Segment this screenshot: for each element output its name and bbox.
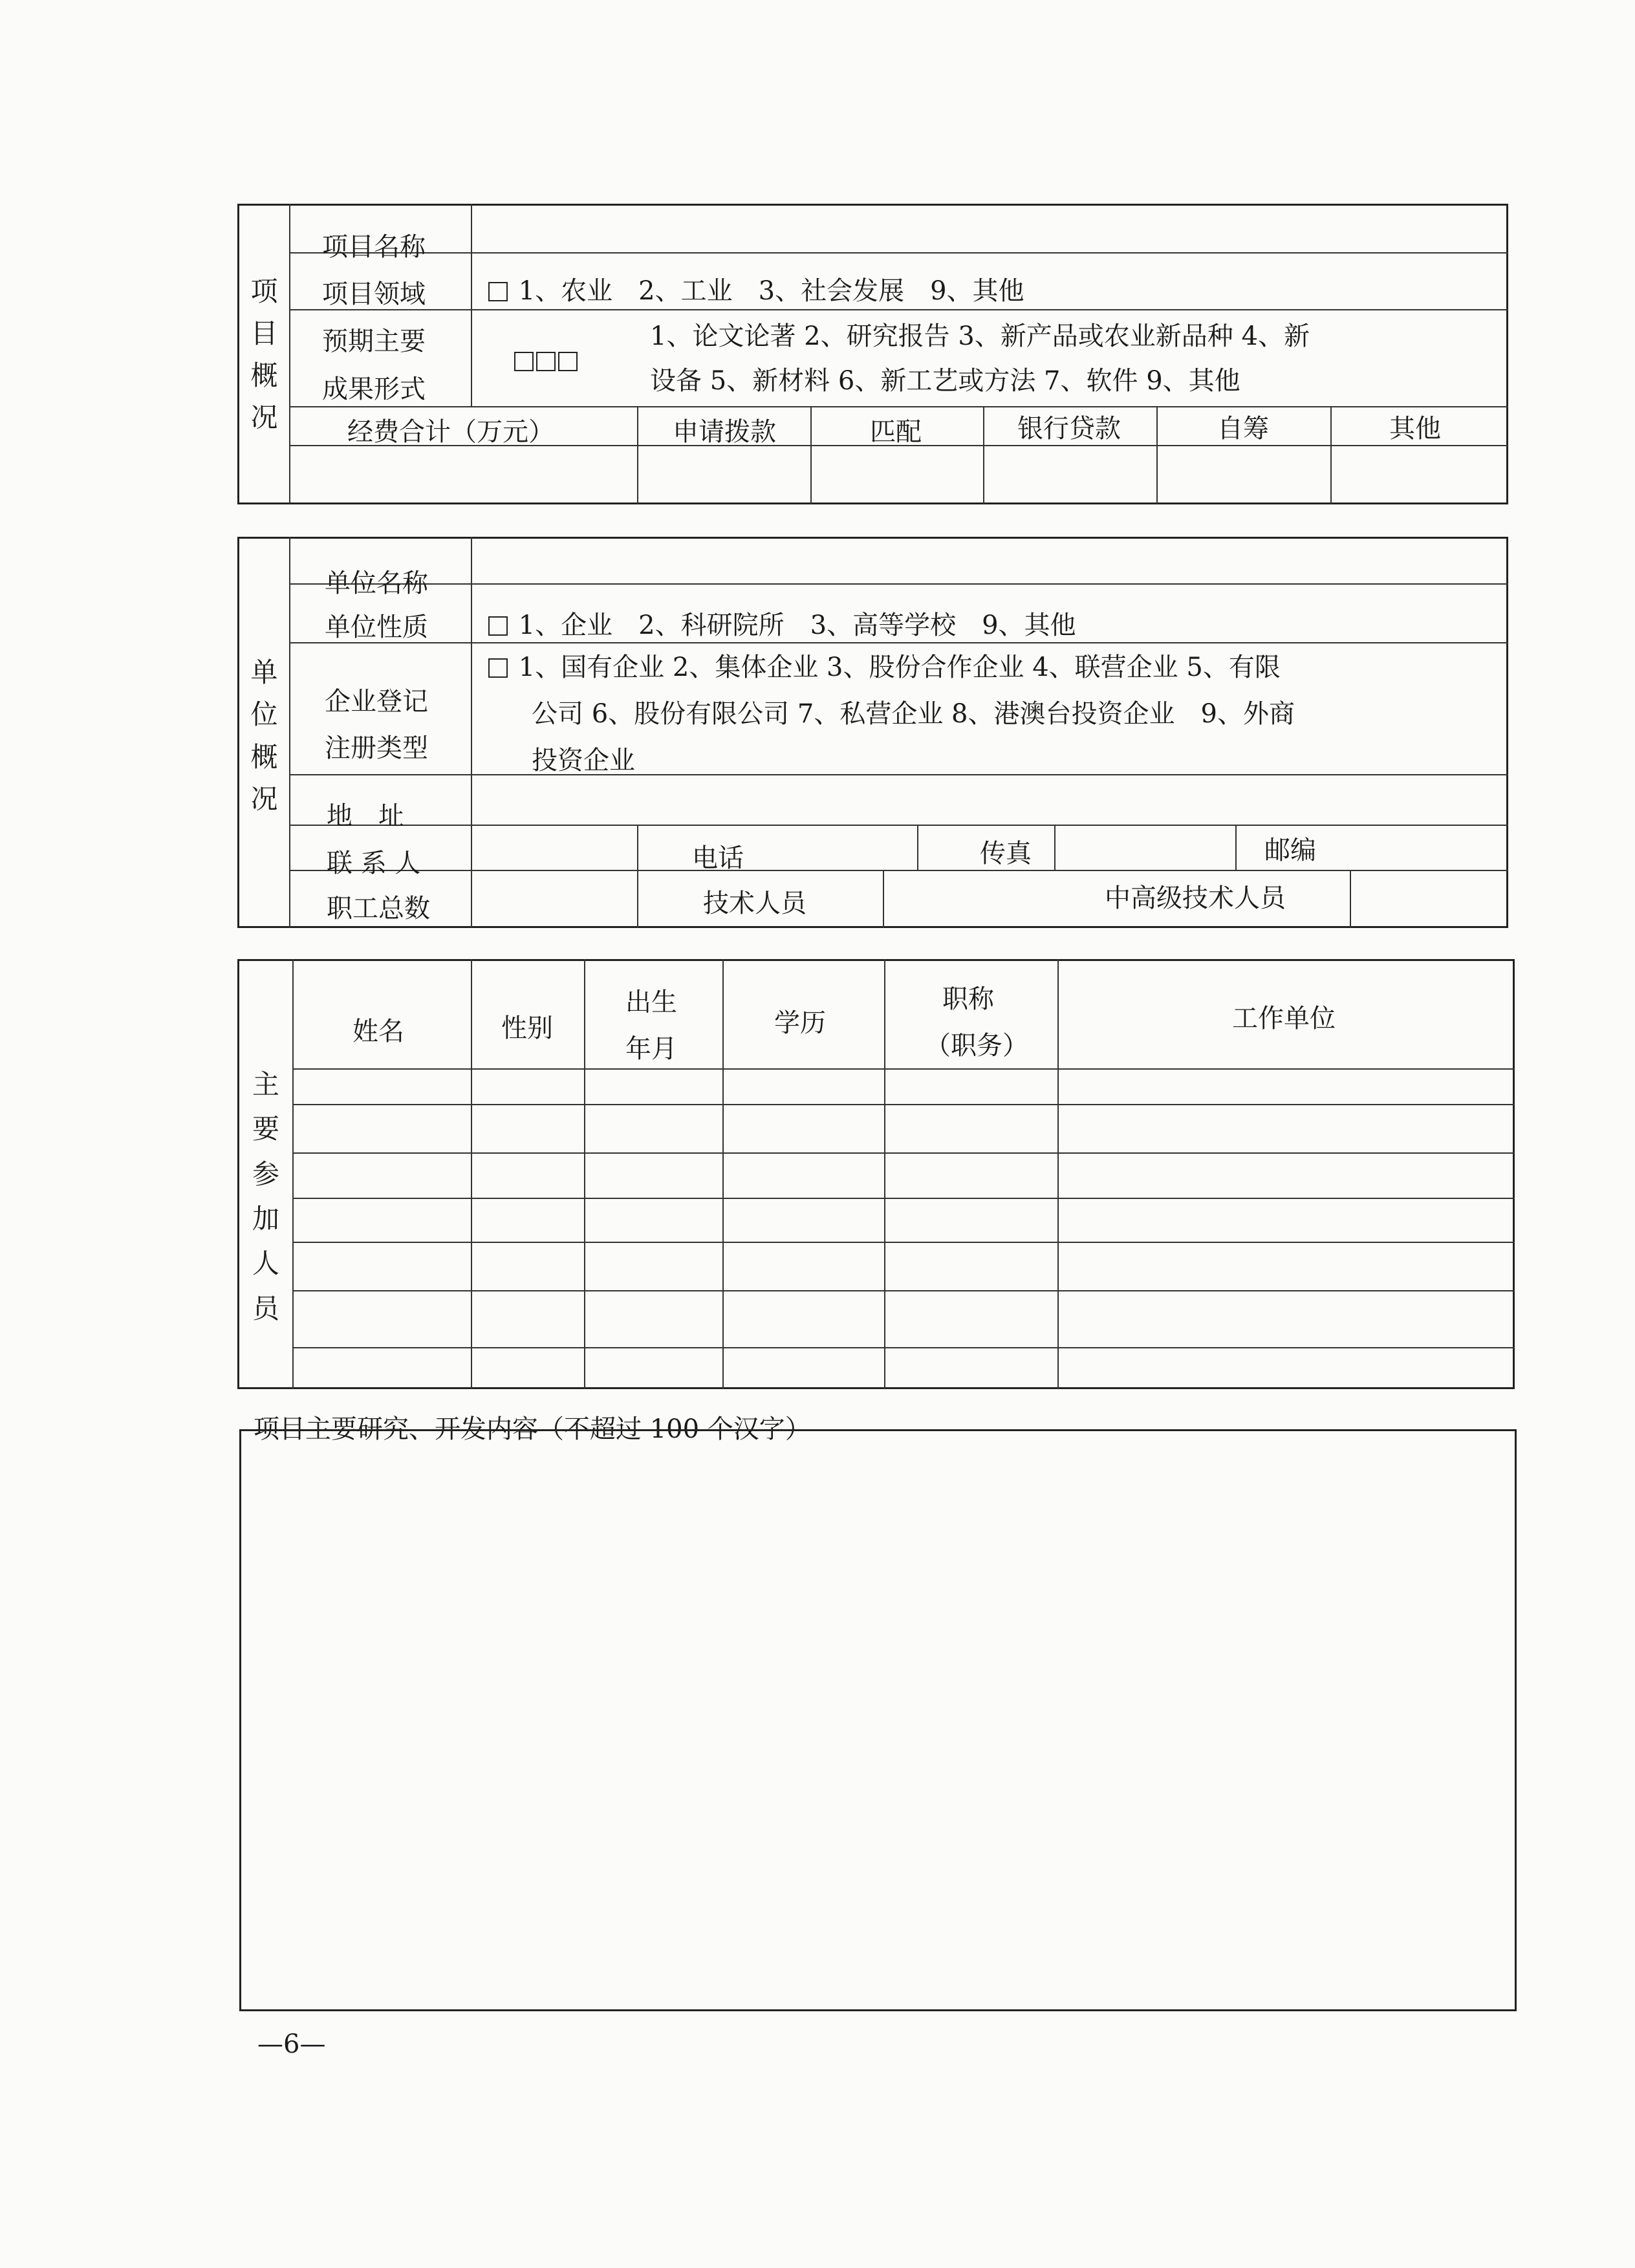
fax-label: 传真 — [980, 839, 1032, 869]
checkbox-icon[interactable] — [514, 352, 534, 371]
tech-staff-label: 技术人员 — [703, 889, 807, 918]
reg-type-options-line3: 投资企业 — [532, 746, 635, 775]
member-workplace-header: 工作单位 — [1232, 1004, 1336, 1033]
outcome-options-line2: 设备 5、新材料 6、新工艺或方法 7、软件 9、其他 — [650, 366, 1240, 396]
unit-name-label: 单位名称 — [325, 568, 428, 598]
phone-label: 电话 — [692, 843, 744, 873]
reg-type-options-text-1: 1、国有企业 2、集体企业 3、股份合作企业 4、联营企业 5、有限 — [518, 653, 1281, 682]
address-field[interactable] — [472, 775, 1507, 823]
unit-side-char: 概 — [250, 740, 278, 773]
unit-side-label — [239, 643, 289, 828]
members-side-char: 参 — [252, 1158, 279, 1190]
members-side-char: 加 — [252, 1203, 279, 1235]
member-title-header-line1: 职称 — [942, 984, 994, 1014]
member-title-header-line2: （职务） — [925, 1031, 1028, 1061]
reg-type-options-line1 — [488, 647, 1281, 684]
project-field-options — [488, 270, 1024, 307]
staff-total-label: 职工总数 — [327, 894, 430, 923]
reg-type-options-line2: 公司 6、股份有限公司 7、私营企业 8、港澳台投资企业 9、外商 — [532, 699, 1295, 729]
budget-matching-header: 匹配 — [870, 417, 922, 447]
unit-side-char: 单 — [250, 656, 278, 689]
budget-grant-header: 申请拨款 — [673, 417, 776, 447]
project-field-label: 项目领域 — [322, 279, 426, 309]
project-side-char: 况 — [250, 402, 278, 434]
research-content-box[interactable] — [239, 1429, 1517, 2011]
outcome-label-line2: 成果形式 — [322, 374, 426, 404]
budget-loan-header: 银行贷款 — [1017, 414, 1121, 444]
unit-nature-options-text: 1、企业 2、科研院所 3、高等学校 9、其他 — [518, 610, 1076, 640]
project-side-char: 概 — [250, 360, 278, 391]
member-education-header: 学历 — [774, 1008, 826, 1038]
project-side-char: 目 — [250, 317, 278, 349]
checkbox-icon[interactable] — [488, 616, 508, 636]
project-name-field[interactable] — [472, 206, 1507, 251]
page-number: —6— — [257, 2029, 326, 2059]
member-birth-header-line1: 出生 — [625, 988, 677, 1017]
contact-label: 联 系 人 — [327, 848, 421, 878]
reg-type-label-line1: 企业登记 — [325, 687, 428, 717]
member-gender-header: 性别 — [501, 1013, 553, 1043]
members-side-char: 要 — [252, 1113, 279, 1145]
address-label: 地 址 — [327, 801, 404, 831]
members-side-char: 主 — [252, 1068, 279, 1101]
senior-tech-staff-label: 中高级技术人员 — [1105, 883, 1286, 913]
unit-name-field[interactable] — [472, 539, 1507, 582]
budget-other-header: 其他 — [1389, 414, 1441, 444]
checkbox-icon[interactable] — [488, 658, 508, 678]
budget-total-header: 经费合计（万元） — [347, 417, 554, 447]
outcome-label-line1: 预期主要 — [322, 327, 426, 356]
outcome-options-line1: 1、论文论著 2、研究报告 3、新产品或农业新品种 4、新 — [650, 321, 1310, 351]
checkbox-icon[interactable] — [558, 352, 578, 371]
checkbox-icon[interactable] — [488, 282, 508, 301]
project-side-char: 项 — [250, 275, 278, 307]
project-field-options-text: 1、农业 2、工业 3、社会发展 9、其他 — [518, 276, 1024, 306]
members-side-char: 员 — [252, 1292, 279, 1324]
project-name-label: 项目名称 — [322, 232, 426, 262]
project-side-label — [239, 206, 289, 503]
member-birth-header-line2: 年月 — [625, 1034, 677, 1064]
unit-side-char: 位 — [250, 698, 278, 731]
unit-nature-label: 单位性质 — [325, 612, 428, 642]
unit-nature-options — [488, 605, 1076, 642]
postcode-label: 邮编 — [1264, 836, 1316, 865]
unit-side-char: 况 — [250, 783, 278, 815]
outcome-checkboxes — [514, 346, 580, 376]
members-side-label — [239, 1048, 292, 1345]
checkbox-icon[interactable] — [536, 352, 556, 371]
budget-self-header: 自筹 — [1217, 414, 1269, 444]
research-content-label: 项目主要研究、开发内容（不超过 100 个汉字） — [254, 1414, 811, 1444]
reg-type-label-line2: 注册类型 — [325, 733, 428, 763]
members-side-char: 人 — [252, 1247, 279, 1280]
member-name-header: 姓名 — [352, 1017, 404, 1046]
